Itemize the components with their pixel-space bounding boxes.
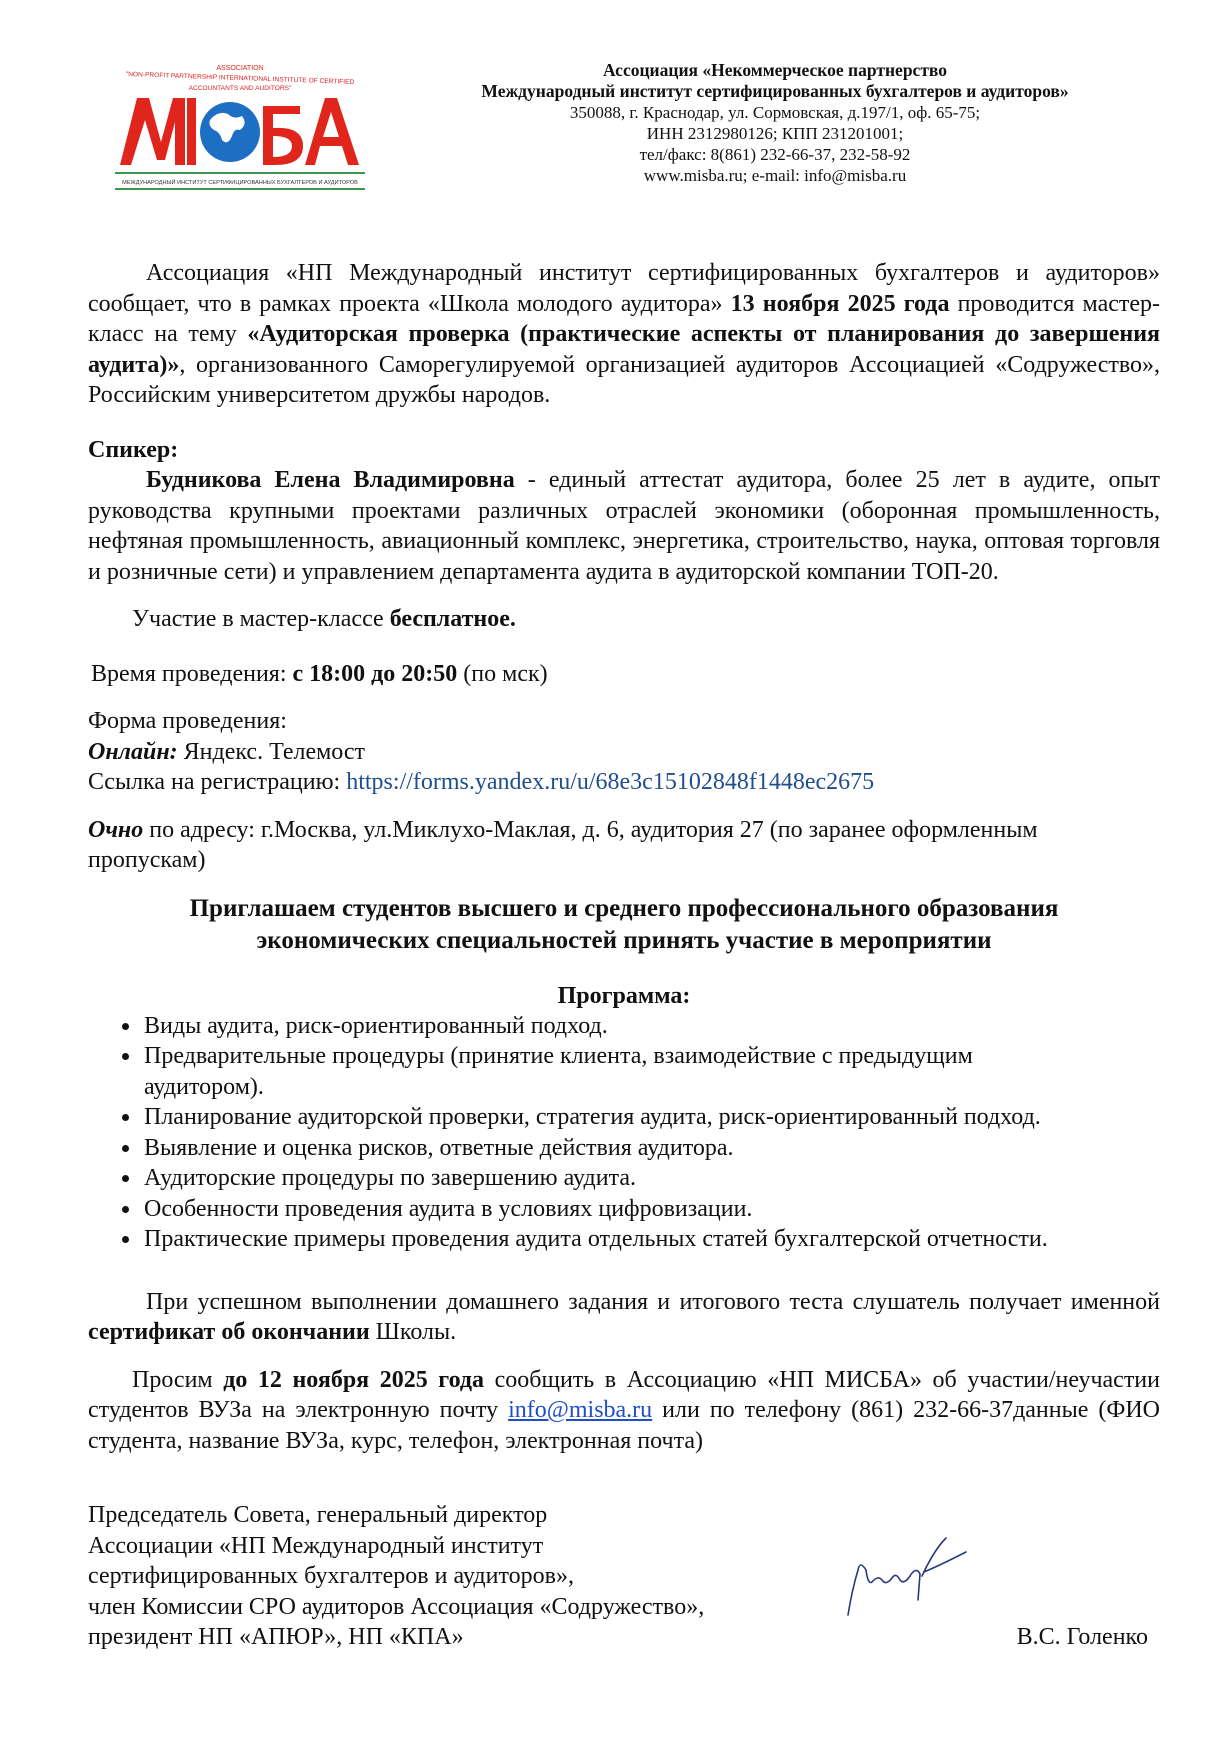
program-item: • Особенности проведения аудита в условиях цифровизации. bbox=[142, 1194, 1160, 1225]
program-list bbox=[88, 1011, 1160, 1255]
request-text: Просим bbox=[132, 1366, 224, 1393]
letter-body bbox=[88, 258, 1160, 1653]
certificate-text: При успешном выполнении домашнего задания и итогового теста слушатель получает именной bbox=[146, 1288, 1160, 1315]
online-value: Яндекс. Телемост bbox=[177, 738, 366, 765]
format-label: Форма проведения: bbox=[88, 708, 287, 734]
request-deadline: до 12 ноября 2025 года bbox=[223, 1366, 485, 1393]
intro-text: проводится мастер-класс на тему bbox=[88, 290, 1161, 347]
email-link[interactable]: info@misba.ru bbox=[508, 1397, 653, 1423]
handwritten-signature bbox=[838, 1530, 988, 1625]
format-online bbox=[88, 737, 1160, 768]
org-web: www.misba.ru; e-mail: info@misba.ru bbox=[643, 166, 907, 185]
svg-text:ACCOUNTANTS AND AUDITORS": ACCOUNTANTS AND AUDITORS" bbox=[188, 85, 292, 92]
invitation bbox=[88, 893, 1160, 957]
speaker-label bbox=[88, 435, 1160, 466]
request-paragraph bbox=[88, 1365, 1160, 1457]
signer-name: В.С. Голенко bbox=[1016, 1624, 1148, 1650]
time-value: с 18:00 до 20:50 bbox=[292, 660, 458, 687]
org-name-line2: Международный институт сертифицированных бухгалтеров и аудиторов» bbox=[481, 81, 1069, 101]
registration-label: Ссылка на регистрацию: bbox=[88, 769, 347, 795]
event-topic: «Аудиторская проверка (практические аспекты от планирования до завершения аудита)» bbox=[88, 321, 1161, 378]
program-item: • Планирование аудиторской проверки, стратегия аудита, риск-ориентированный подход. bbox=[142, 1102, 1160, 1133]
signer-title-line: президент НП «АПЮР», НП «КПА» bbox=[88, 1624, 464, 1650]
time-suffix: (по мск) bbox=[457, 660, 548, 687]
certificate-text: Школы. bbox=[369, 1319, 457, 1345]
speaker-label-text: Спикер: bbox=[88, 436, 179, 463]
invitation-line: экономических специальностей принять участие в мероприятии bbox=[256, 926, 992, 954]
org-inn: ИНН 2312980126; КПП 231201001; bbox=[646, 124, 904, 143]
org-name-line1: Ассоциация «Некоммерческое партнерство bbox=[602, 60, 948, 80]
signer-title-line: Ассоциации «НП Международный институт bbox=[88, 1532, 544, 1559]
signer-title-line: Председатель Совета, генеральный директор bbox=[88, 1502, 548, 1528]
svg-text:"NON-PROFIT PARTNERSHIP INTERN: "NON-PROFIT PARTNERSHIP INTERNATIONAL INSTITUTE OF CERTIFIED bbox=[125, 71, 355, 86]
svg-text:МЕЖДУНАРОДНЫЙ ИНСТИТУТ СЕРТИФИ: МЕЖДУНАРОДНЫЙ ИНСТИТУТ СЕРТИФИЦИРОВАННЫХ БУХГАЛТЕРОВ И АУДИТОРОВ bbox=[122, 180, 358, 186]
format-offline bbox=[88, 815, 1160, 876]
free-bold: бесплатное. bbox=[389, 606, 516, 632]
signer-title-line: сертифицированных бухгалтеров и аудиторов», bbox=[88, 1563, 574, 1589]
speaker-paragraph bbox=[88, 465, 1160, 587]
time-label: Время проведения: bbox=[91, 660, 293, 687]
intro-paragraph bbox=[88, 258, 1160, 411]
event-time bbox=[88, 659, 1160, 690]
intro-text: Ассоциация «НП Международный институт сертифицированных бухгалтеров и аудиторов» сообщает, что в рамках проекта «Школа молодого аудитора» bbox=[88, 260, 1160, 317]
letterhead bbox=[395, 60, 1155, 186]
speaker-name: Будникова Елена Владимировна bbox=[146, 467, 515, 493]
program-title: Программа: bbox=[557, 982, 691, 1009]
event-date: 13 ноября 2025 года bbox=[730, 290, 950, 317]
certificate-bold: сертификат об окончании bbox=[88, 1319, 370, 1345]
registration-link[interactable]: https://forms.yandex.ru/u/68e3c15102848f1448ec2675 bbox=[346, 769, 875, 795]
request-text: сообщить в Ассоциацию «НП МИСБА» об участии/неучастии студентов ВУЗа на электронную почту bbox=[88, 1366, 1160, 1423]
program-item: • Выявление и оценка рисков, ответные действия аудитора. bbox=[142, 1133, 1160, 1164]
request-text: или по телефону (861) 232-66-37данные (ФИО студента, название ВУЗа, курс, телефон, электронная почта) bbox=[88, 1397, 1160, 1454]
signature-block bbox=[88, 1500, 1160, 1653]
program-item: • Предварительные процедуры (принятие клиента, взаимодействие с предыдущим аудитором). bbox=[142, 1041, 1160, 1102]
free-text: Участие в мастер-классе bbox=[132, 606, 390, 632]
offline-value: по адресу: г.Москва, ул.Миклухо-Маклая, д. 6, аудитория 27 (по заранее оформленным пропускам) bbox=[88, 816, 1038, 873]
certificate-paragraph bbox=[88, 1287, 1160, 1348]
program-item: • Виды аудита, риск-ориентированный подход. bbox=[142, 1011, 1160, 1042]
online-label: Онлайн: bbox=[88, 738, 178, 765]
free-participation bbox=[88, 604, 1160, 635]
program-item: • Практические примеры проведения аудита отдельных статей бухгалтерской отчетности. bbox=[142, 1224, 1160, 1255]
org-phone: тел/факс: 8(861) 232-66-37, 232-58-92 bbox=[639, 145, 911, 164]
registration bbox=[88, 767, 1160, 798]
offline-label: Очно bbox=[88, 816, 144, 843]
misba-logo bbox=[115, 62, 365, 197]
program-item: • Аудиторские процедуры по завершению аудита. bbox=[142, 1163, 1160, 1194]
intro-text: , организованного Саморегулируемой организацией аудиторов Ассоциацией «Содружество», Российским университетом дружбы народов. bbox=[88, 351, 1160, 408]
svg-text:ASSOCIATION: ASSOCIATION bbox=[216, 65, 264, 72]
signer-title-line: член Комиссии СРО аудиторов Ассоциация «Содружество», bbox=[88, 1593, 705, 1620]
invitation-line: Приглашаем студентов высшего и среднего профессионального образования bbox=[189, 894, 1059, 922]
org-address: 350088, г. Краснодар, ул. Сормовская, д.197/1, оф. 65-75; bbox=[569, 103, 981, 122]
speaker-bio: - единый аттестат аудитора, более 25 лет в аудите, опыт руководства крупными проектами различных отраслей экономики (оборонная промышленность, нефтяная промышленность, авиационный комплекс, энергетика, строительство, наука, оптовая торговля и розничные сети) и управлением департамента аудита в аудиторской компании ТОП-20. bbox=[88, 467, 1160, 585]
